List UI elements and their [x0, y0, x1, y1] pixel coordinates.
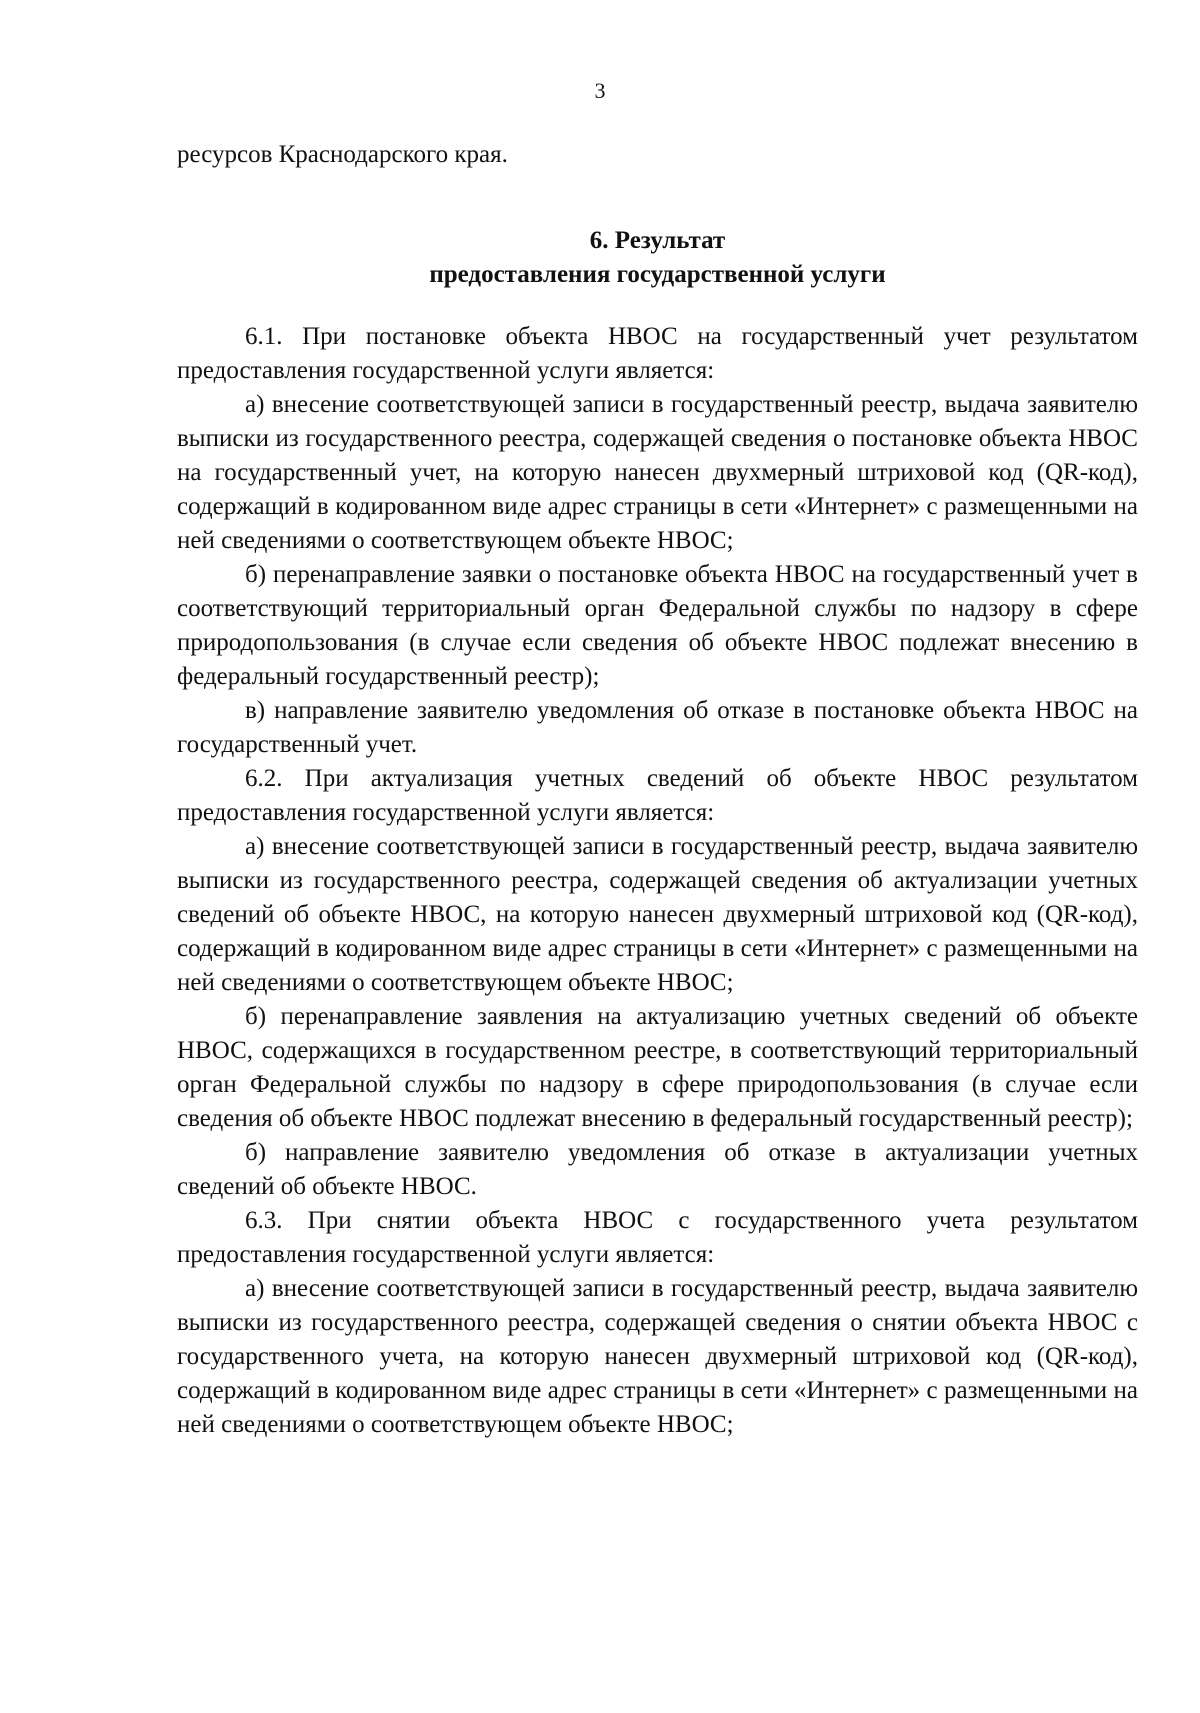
paragraph-6-2: 6.2. При актуализация учетных сведений об объекте НВОС результатом предоставления государственной услуги является: — [177, 765, 1138, 826]
paragraph-6-1-a: а) внесение соответствующей записи в государственный реестр, выдача заявителю выписки из государственного реестра, содержащей сведения о постановке объекта НВОС на государственный учет, на которую нанесен двухмерный штриховой код (QR-код), содержащий в кодированном виде адрес страницы в сети «Интернет» с размещенными на ней сведениями о соответствующем объекте НВОС; — [177, 391, 1138, 554]
intro-line: ресурсов Краснодарского края. — [177, 141, 508, 168]
paragraph-6-1-v: в) направление заявителю уведомления об отказе в постановке объекта НВОС на государственный учет. — [177, 697, 1138, 758]
document-body — [177, 138, 1138, 1442]
section-heading-line-1: 6. Результат — [589, 227, 726, 254]
paragraph-6-2-b2: б) направление заявителю уведомления об отказе в актуализации учетных сведений об объекте НВОС. — [177, 1139, 1138, 1200]
paragraph-6-3-a: а) внесение соответствующей записи в государственный реестр, выдача заявителю выписки из государственного реестра, содержащей сведения о снятии объекта НВОС с государственного учета, на которую нанесен двухмерный штриховой код (QR-код), содержащий в кодированном виде адрес страницы в сети «Интернет» с размещенными на ней сведениями о соответствующем объекте НВОС; — [177, 1275, 1138, 1438]
paragraph-6-2-a: а) внесение соответствующей записи в государственный реестр, выдача заявителю выписки из государственного реестра, содержащей сведения об актуализации учетных сведений об объекте НВОС, на которую нанесен двухмерный штриховой код (QR-код), содержащий в кодированном виде адрес страницы в сети «Интернет» с размещенными на ней сведениями о соответствующем объекте НВОС; — [177, 833, 1138, 996]
paragraph-6-1: 6.1. При постановке объекта НВОС на государственный учет результатом предоставления государственной услуги является: — [177, 323, 1138, 384]
section-heading — [177, 224, 1138, 292]
paragraph-6-3: 6.3. При снятии объекта НВОС с государственного учета результатом предоставления государственной услуги является: — [177, 1207, 1138, 1268]
paragraph-6-1-b: б) перенаправление заявки о постановке объекта НВОС на государственный учет в соответствующий территориальный орган Федеральной службы по надзору в сфере природопользования (в случае если сведения об объекте НВОС подлежат внесению в федеральный государственный реестр); — [177, 561, 1138, 690]
page-number: 3 — [594, 78, 606, 103]
section-heading-line-2: предоставления государственной услуги — [429, 261, 886, 288]
paragraph-6-2-b: б) перенаправление заявления на актуализацию учетных сведений об объекте НВОС, содержащихся в государственном реестре, в соответствующий территориальный орган Федеральной службы по надзору в сфере природопользования (в случае если сведения об объекте НВОС подлежат внесению в федеральный государственный реестр); — [177, 1003, 1138, 1132]
